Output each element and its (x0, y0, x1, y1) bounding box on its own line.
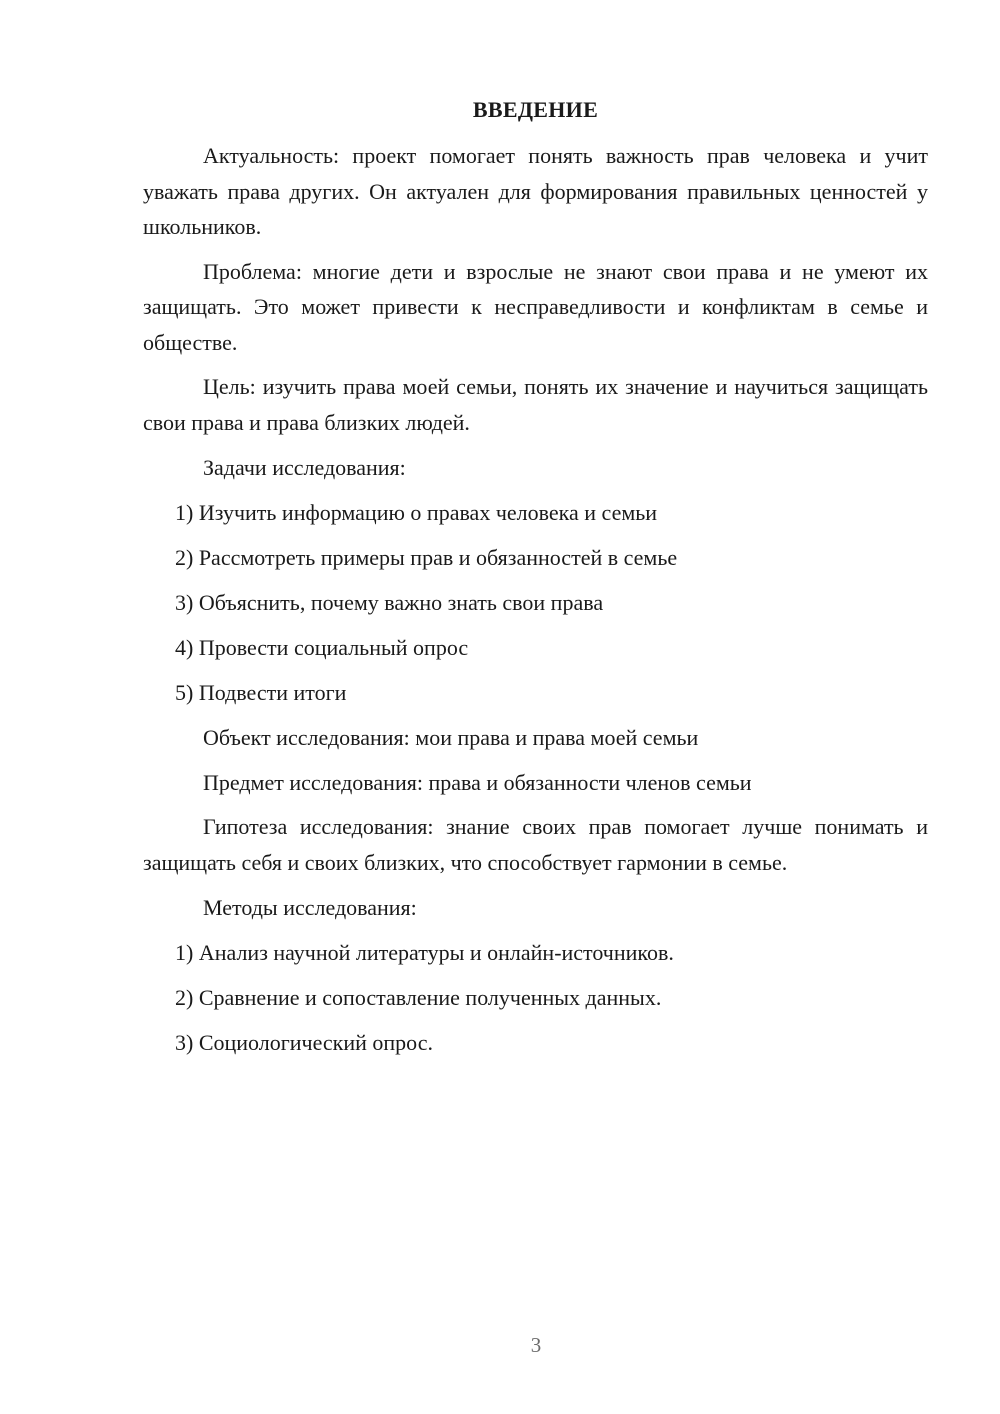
subject-paragraph: Предмет исследования: права и обязанности членов семьи (203, 769, 752, 795)
task-item: 5) Подвести итоги (175, 679, 347, 705)
hypothesis-paragraph: Гипотеза исследования: знание своих прав помогает лучше понимать и защищать себя и своих близких, что способствует гармонии в семье. (143, 814, 928, 875)
object-paragraph: Объект исследования: мои права и права моей семьи (203, 724, 699, 750)
methods-heading: Методы исследования: (203, 894, 417, 920)
goal-paragraph: Цель: изучить права моей семьи, понять их значение и научиться защищать свои права и права близких людей. (143, 374, 928, 435)
task-item: 2) Рассмотреть примеры прав и обязанностей в семье (175, 544, 678, 570)
tasks-heading: Задачи исследования: (203, 454, 406, 480)
page-number: 3 (530, 1333, 542, 1357)
document-page (143, 92, 928, 1060)
relevance-paragraph: Актуальность: проект помогает понять важность прав человека и учит уважать права других. Он актуален для формирования правильных ценностей у школьников. (143, 143, 928, 239)
method-item: 2) Сравнение и сопоставление полученных данных. (175, 984, 662, 1010)
method-item: 1) Анализ научной литературы и онлайн-источников. (175, 939, 674, 965)
document-title: ВВЕДЕНИЕ (472, 97, 599, 122)
task-item: 4) Провести социальный опрос (175, 634, 469, 660)
method-item: 3) Социологический опрос. (175, 1029, 433, 1055)
task-item: 1) Изучить информацию о правах человека и семьи (175, 499, 658, 525)
problem-paragraph: Проблема: многие дети и взрослые не знают свои права и не умеют их защищать. Это может привести к несправедливости и конфликтам в семье и обществе. (143, 258, 928, 355)
task-item: 3) Объяснить, почему важно знать свои права (175, 589, 604, 615)
